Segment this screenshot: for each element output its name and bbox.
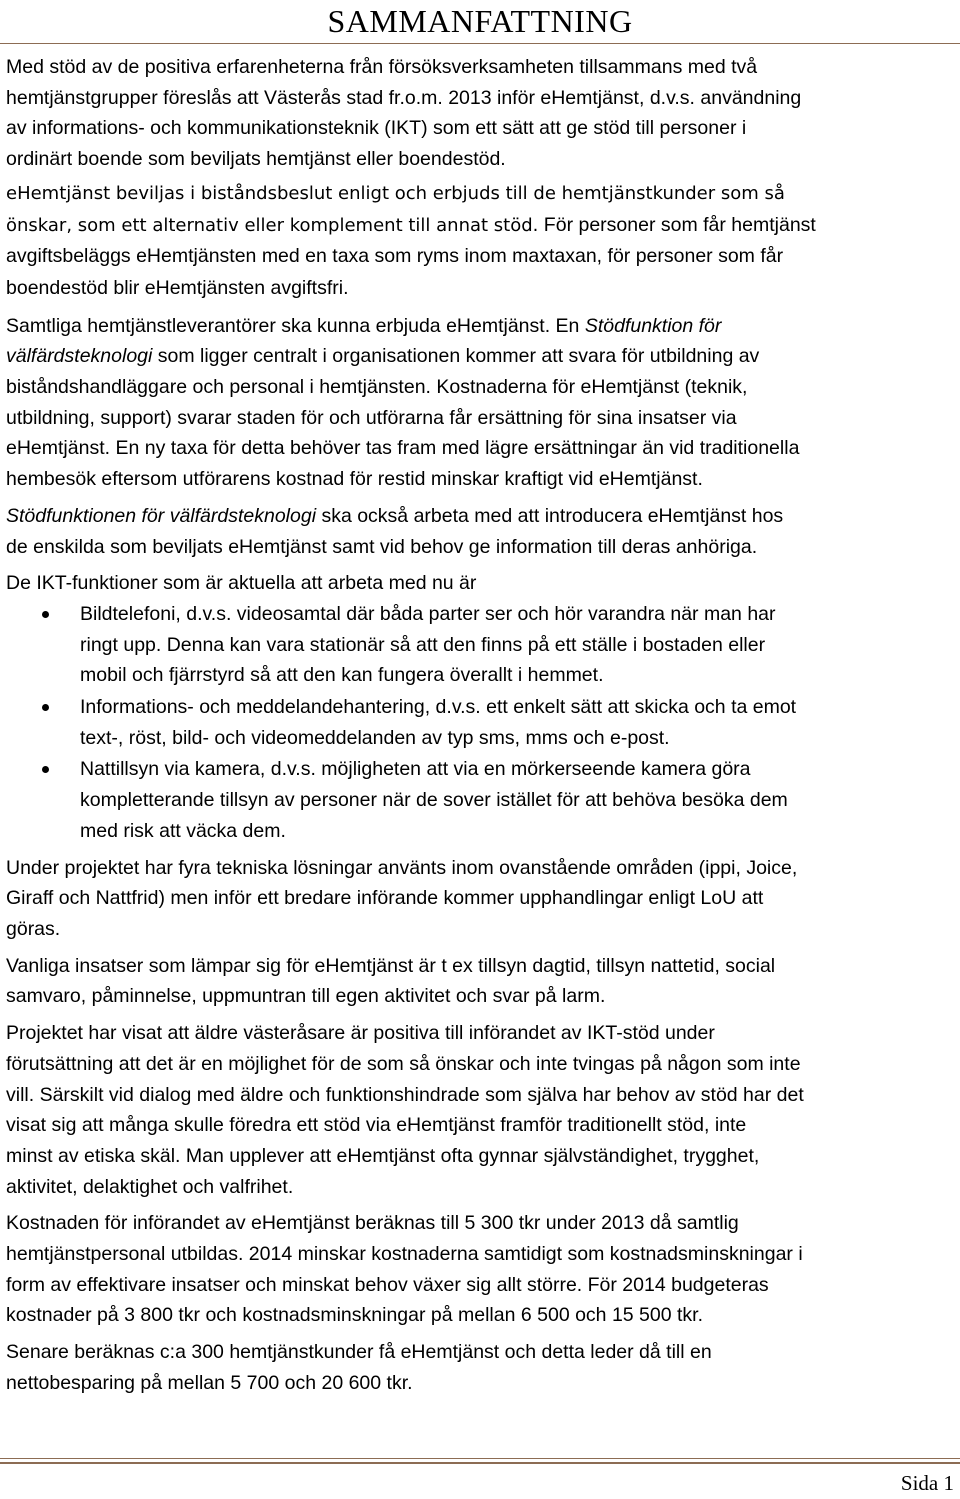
paragraph-leverantorer-emphasis: Stödfunktion för välfärdsteknologi — [6, 314, 722, 368]
document-body — [6, 52, 956, 1405]
paragraph-leverantorer-part2: som ligger centralt i organisationen kommer att svara för utbildning av biståndshandläggare och personal i hemtjänsten. Kostnaderna för eHemtjänst (teknik, utbildning, support) svarar staden för och utförarna får ersättning för sina insatser via eHemtjänst. En ny taxa för detta behöver tas fram med lägre ersättningar än vid traditionella hembesök eftersom utförarens kostnad för restid minskar kraftigt vid eHemtjänst. — [6, 345, 800, 491]
paragraph-vanliga-insatser: Vanliga insatser som lämpar sig för eHemtjänst är t ex tillsyn dagtid, tillsyn nattetid, social samvaro, påminnelse, uppmuntran till egen aktivitet och svar på larm. — [6, 954, 776, 1008]
list-item — [6, 754, 956, 846]
paragraph-projektet-visat: Projektet har visat att äldre västeråsare är positiva till införandet av IKT-stöd under förutsättning att det är en möjlighet för de som så önskar och inte tvingas på någon som inte vill. Särskilt vid dialog med äldre och funktionshindrade som själva har behov av stöd har det visat sig att många skulle föredra ett stöd via eHemtjänst framför traditionellt stöd, inte minst av etiska skäl. Man upplever att eHemtjänst ofta gynnar självständighet, trygghet, aktivitet, delaktighet och valfrihet. — [6, 1022, 804, 1198]
paragraph-beviljas — [6, 179, 956, 305]
paragraph-beviljas-part1: eHemtjänst beviljas i biståndsbeslut enligt och erbjuds till de hemtjänstkunder som så önskar, som ett alternativ eller komplement till annat stöd. — [6, 182, 785, 236]
bullet-icon — [42, 766, 49, 773]
footer-divider-thin — [0, 1458, 960, 1459]
list-item — [6, 599, 956, 691]
paragraph-ikt-intro: De IKT-funktioner som är aktuella att arbeta med nu är — [6, 572, 477, 595]
bullet-icon — [42, 704, 49, 711]
paragraph-leverantorer-part1: Samtliga hemtjänstleverantörer ska kunna erbjuda eHemtjänst. En — [6, 314, 585, 337]
list-item-text: Nattillsyn via kamera, d.v.s. möjligheten att via en mörkerseende kamera göra kompletterande tillsyn av personer när de sover istället för att behöva besöka dem med risk att väcka dem. — [80, 758, 788, 842]
ikt-function-list — [6, 599, 956, 847]
paragraph-beviljas-part2: För personer som får hemtjänst avgiftsbeläggs eHemtjänsten med en taxa som ryms inom maxtaxan, för personer som får boendestöd blir eHemtjänsten avgiftsfri. — [6, 213, 816, 299]
page-title: SAMMANFATTNING — [327, 3, 633, 39]
bullet-icon — [42, 611, 49, 618]
paragraph-projektet-losningar: Under projektet har fyra tekniska lösningar använts inom ovanstående områden (ippi, Joice, Giraff och Nattfrid) men inför ett bredare införande kommer upphandlingar enligt LoU att göras. — [6, 856, 798, 940]
paragraph-intro: Med stöd av de positiva erfarenheterna från försöksverksamheten tillsammans med två hemtjänstgrupper föreslås att Västerås stad fr.o.m. 2013 inför eHemtjänst, d.v.s. användning av informations- och kommunikationsteknik (IKT) som ett sätt att ge stöd till personer i ordinärt boende som beviljats hemtjänst eller boendestöd. — [6, 56, 802, 171]
title-divider — [0, 43, 960, 44]
paragraph-leverantorer — [6, 311, 956, 495]
paragraph-stodfunktionen — [6, 501, 956, 562]
page-number: Sida 1 — [900, 1471, 954, 1495]
footer-divider-thick — [0, 1462, 960, 1464]
list-item-text: Informations- och meddelandehantering, d.v.s. ett enkelt sätt att skicka och ta emot text-, röst, bild- och videomeddelanden av typ sms, mms och e-post. — [80, 696, 797, 749]
paragraph-stodfunktionen-emphasis: Stödfunktionen för välfärdsteknologi — [6, 504, 317, 527]
paragraph-kostnaden: Kostnaden för införandet av eHemtjänst beräknas till 5 300 tkr under 2013 då samtlig hemtjänstpersonal utbildas. 2014 minskar kostnaderna samtidigt som kostnadsminskningar i form av effektivare insatser och minskat behov växer sig allt större. För 2014 budgeteras kostnader på 3 800 tkr och kostnadsminskningar på mellan 6 500 och 15 500 tkr. — [6, 1212, 803, 1327]
paragraph-stodfunktionen-text: ska också arbeta med att introducera eHemtjänst hos de enskilda som beviljats eHemtjänst samt vid behov ge information till deras anhöriga. — [6, 504, 784, 558]
list-item — [6, 692, 956, 753]
paragraph-senare: Senare beräknas c:a 300 hemtjänstkunder få eHemtjänst och detta leder då till en nettobesparing på mellan 5 700 och 20 600 tkr. — [6, 1341, 712, 1394]
list-item-text: Bildtelefoni, d.v.s. videosamtal där båda parter ser och hör varandra när man har ringt upp. Denna kan vara stationär så att den finns på ett ställe i bostaden eller mobil och fjärrstyrd så att den kan fungera överallt i hemmet. — [80, 602, 776, 687]
